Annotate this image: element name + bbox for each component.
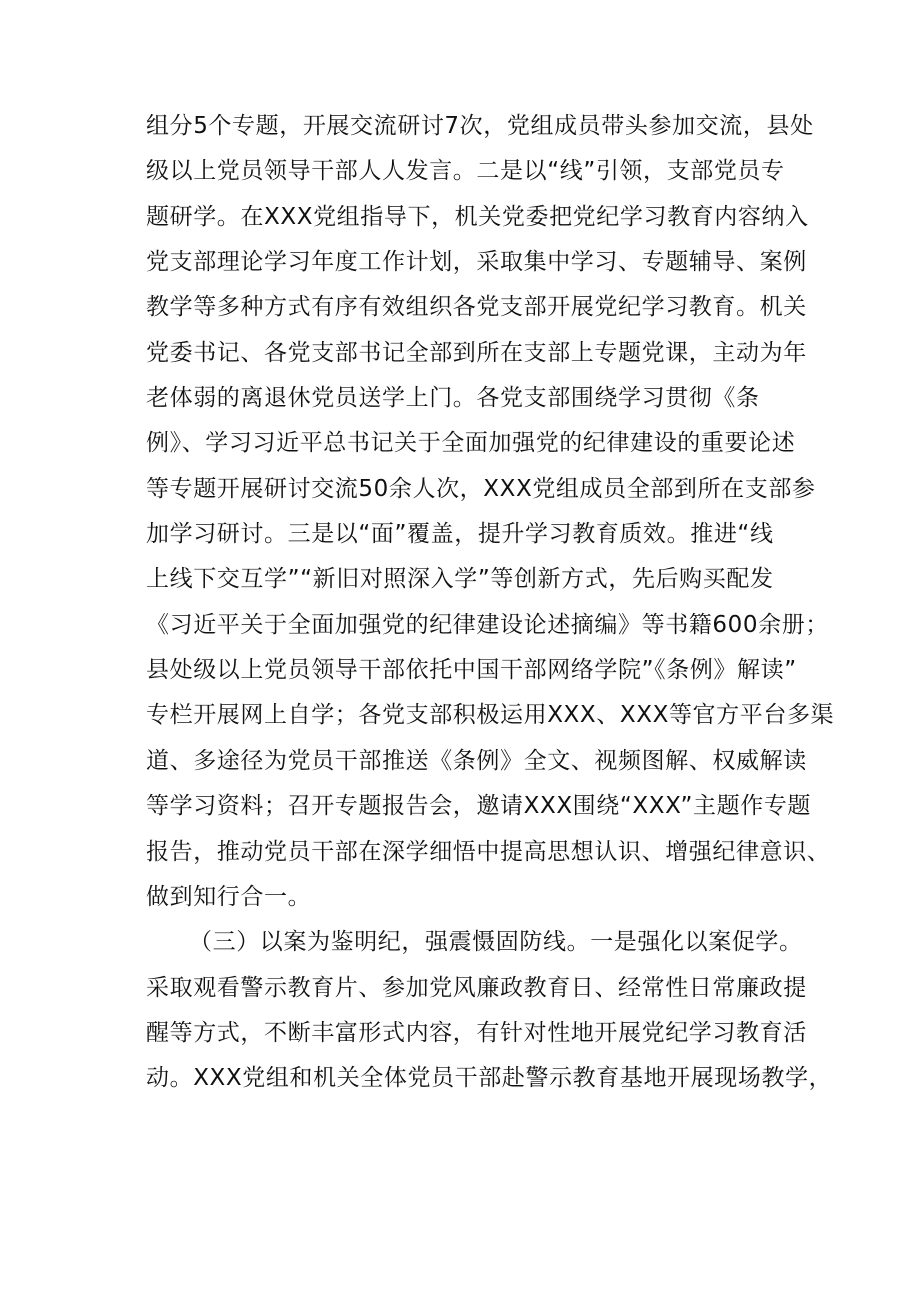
text-line: 组分5个专题，开展交流研讨7次，党组成员带头参加交流，县处 (146, 113, 814, 139)
text-line: 老体弱的离退休党员送学上门。各党支部围绕学习贯彻《条 (146, 385, 760, 411)
text-line: 《习近平关于全面加强党的纪律建设论述摘编》等书籍600余册； (146, 612, 829, 638)
text-line: 做到知行合一。 (146, 884, 312, 910)
text-line: 专栏开展网上自学；各党支部积极运用XXX、XXX等官方平台多渠 (146, 702, 835, 728)
text-line: 加学习研讨。三是以“面”覆盖，提升学习教育质效。推进“线 (146, 521, 774, 547)
text-line: 等学习资料；召开专题报告会，邀请XXX围绕“XXX”主题作专题 (146, 793, 812, 819)
text-line: 道、多途径为党员干部推送《条例》全文、视频图解、权威解读 (146, 748, 807, 774)
text-line: 教学等多种方式有序有效组织各党支部开展党纪学习教育。机关 (146, 294, 807, 320)
text-line: 级以上党员领导干部人人发言。二是以“线”引领，支部党员专 (146, 158, 785, 184)
text-line: 党委书记、各党支部书记全部到所在支部上专题党课，主动为年 (146, 340, 807, 366)
section-heading-line: （三）以案为鉴明纪，强震慑固防线。一是强化以案促学。 (189, 929, 803, 955)
text-line: 题研学。在XXX党组指导下，机关党委把党纪学习教育内容纳入 (146, 204, 809, 230)
text-line: 党支部理论学习年度工作计划，采取集中学习、专题辅导、案例 (146, 249, 807, 275)
text-line: 采取观看警示教育片、参加党风廉政教育日、经常性日常廉政提 (146, 975, 807, 1001)
text-line: 等专题开展研讨交流50余人次，XXX党组成员全部到所在支部参 (146, 476, 816, 502)
text-line: 上线下交互学”“新旧对照深入学”等创新方式，先后购买配发 (146, 566, 774, 592)
text-line: 醒等方式，不断丰富形式内容，有针对性地开展党纪学习教育活 (146, 1020, 807, 1046)
text-line: 例》、学习习近平总书记关于全面加强党的纪律建设的重要论述 (146, 430, 796, 456)
text-line: 县处级以上党员领导干部依托中国干部网络学院”《条例》解读” (146, 657, 797, 683)
text-line: 动。XXX党组和机关全体党员干部赴警示教育基地开展现场教学， (146, 1065, 833, 1091)
text-line: 报告，推动党员干部在深学细悟中提高思想认识、增强纪律意识、 (146, 839, 831, 865)
